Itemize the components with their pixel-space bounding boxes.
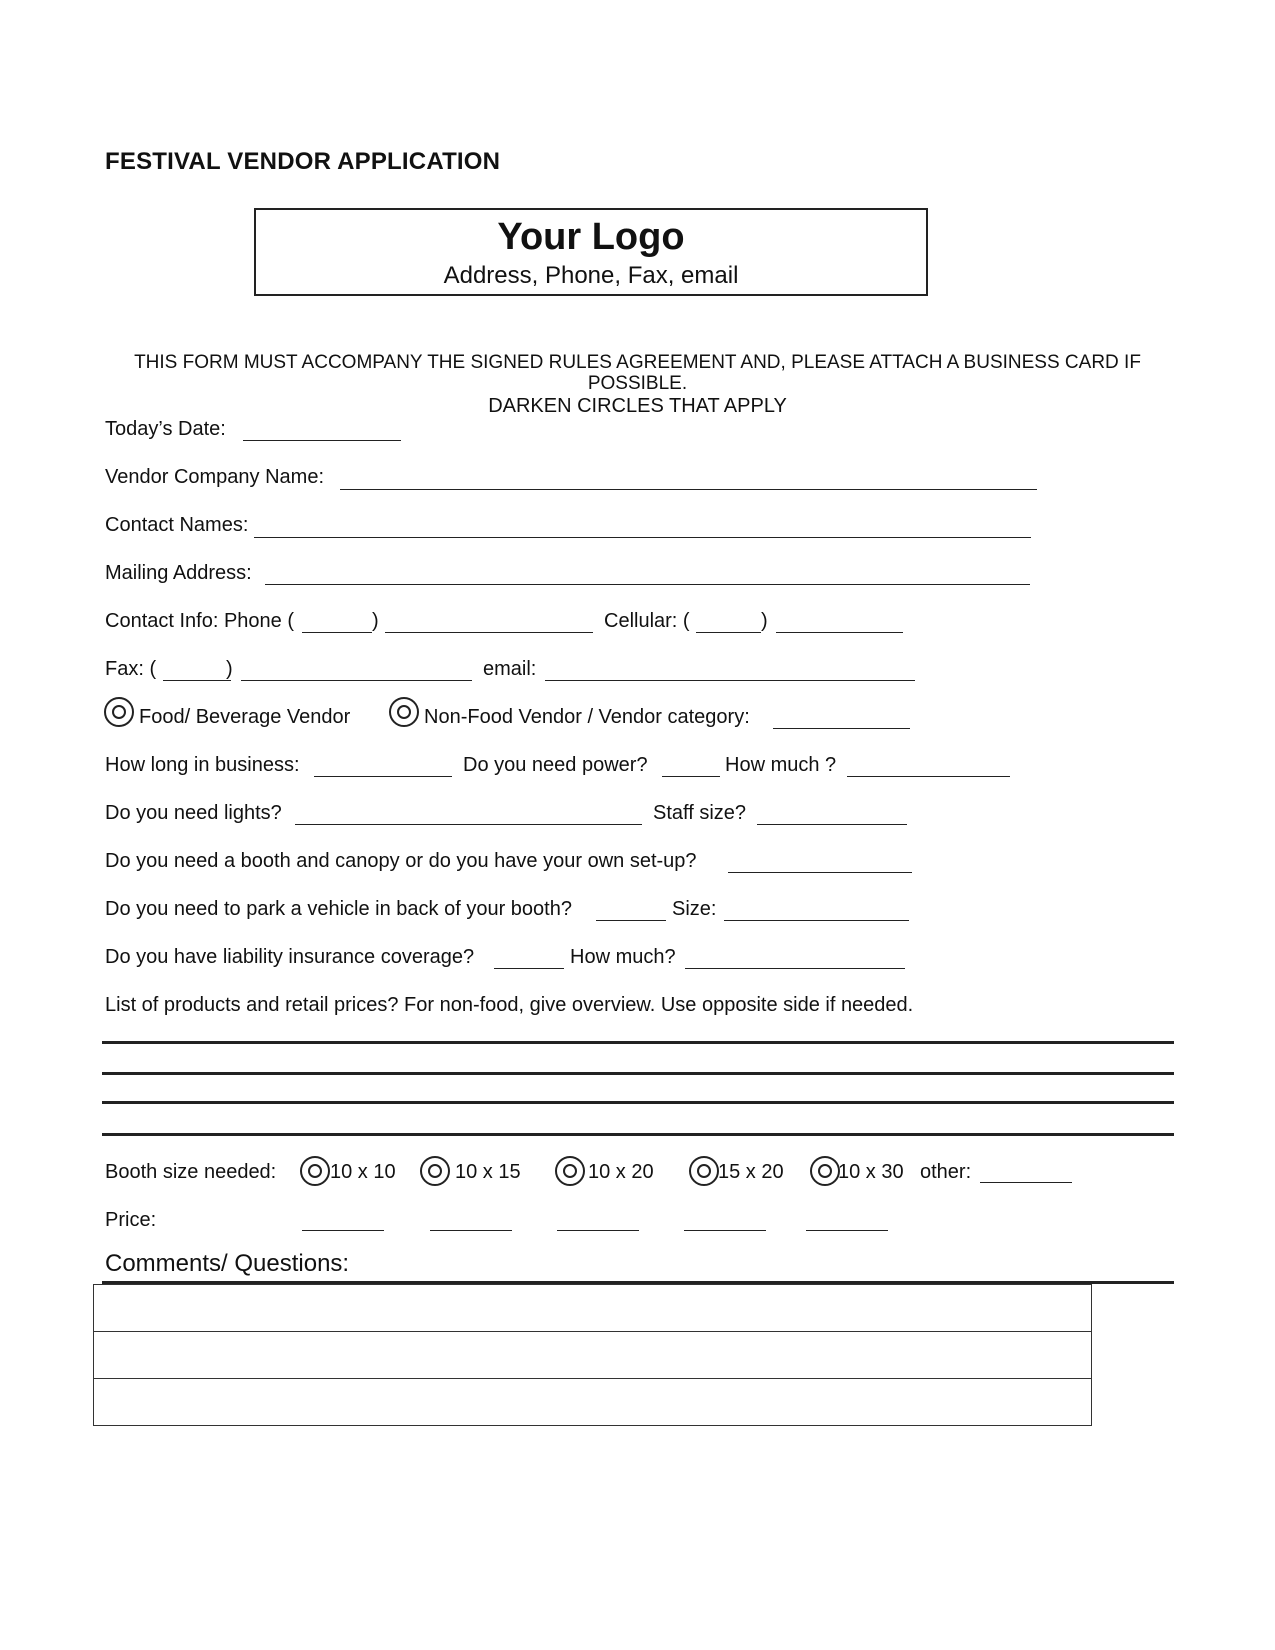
food-vendor-radio[interactable] [104, 697, 134, 727]
phone-paren-close: ) [372, 610, 379, 632]
vendor-category-field[interactable] [773, 728, 910, 729]
fax-paren-close: ) [226, 658, 233, 680]
price-10x10-field[interactable] [302, 1230, 384, 1231]
booth-option-10x10-radio[interactable] [300, 1156, 330, 1186]
cellular-paren-close: ) [761, 610, 768, 632]
how-long-field[interactable] [314, 776, 452, 777]
food-vendor-label: Food/ Beverage Vendor [139, 706, 351, 728]
fax-number-field[interactable] [241, 680, 472, 681]
how-much-power-label: How much ? [725, 754, 837, 776]
booth-option-10x20-label: 10 x 20 [588, 1161, 654, 1183]
comments-row-3[interactable] [94, 1379, 1092, 1426]
booth-other-label: other: [920, 1161, 972, 1183]
fax-area-code-field[interactable] [163, 680, 231, 681]
staff-size-field[interactable] [757, 824, 907, 825]
price-10x20-field[interactable] [557, 1230, 639, 1231]
nonfood-vendor-radio[interactable] [389, 697, 419, 727]
email-label: email: [483, 658, 537, 680]
products-line-3[interactable] [102, 1101, 1174, 1104]
booth-option-10x10-label: 10 x 10 [330, 1161, 396, 1183]
cellular-label: Cellular: ( [604, 610, 690, 632]
booth-option-10x20-radio[interactable] [555, 1156, 585, 1186]
logo-title: Your Logo [497, 216, 685, 258]
form-title: FESTIVAL VENDOR APPLICATION [105, 148, 501, 175]
fax-label: Fax: ( [105, 658, 157, 680]
booth-option-15x20-radio[interactable] [689, 1156, 719, 1186]
booth-option-10x15-label: 10 x 15 [455, 1161, 521, 1183]
phone-area-code-field[interactable] [302, 632, 372, 633]
booth-size-label: Booth size needed: [105, 1161, 277, 1183]
vehicle-size-label: Size: [672, 898, 717, 920]
vendor-company-label: Vendor Company Name: [105, 466, 325, 488]
how-long-label: How long in business: [105, 754, 300, 776]
mailing-address-label: Mailing Address: [105, 562, 252, 584]
booth-option-10x30-label: 10 x 30 [838, 1161, 904, 1183]
price-10x15-field[interactable] [430, 1230, 512, 1231]
vendor-company-field[interactable] [340, 489, 1037, 490]
cellular-number-field[interactable] [776, 632, 903, 633]
park-vehicle-label: Do you need to park a vehicle in back of your booth? [105, 898, 572, 920]
need-power-field[interactable] [662, 776, 720, 777]
contact-phone-label: Contact Info: Phone ( [105, 610, 295, 632]
todays-date-label: Today’s Date: [105, 418, 226, 440]
booth-option-15x20-label: 15 x 20 [718, 1161, 784, 1183]
contact-names-field[interactable] [254, 537, 1031, 538]
cellular-area-code-field[interactable] [696, 632, 761, 633]
price-10x30-field[interactable] [806, 1230, 888, 1231]
instruction-text: DARKEN CIRCLES THAT APPLY [488, 395, 787, 417]
form-notice: THIS FORM MUST ACCOMPANY THE SIGNED RULES AGREEMENT AND, PLEASE ATTACH A BUSINESS CARD IF POSSIBLE. [134, 352, 1141, 394]
comments-label: Comments/ Questions: [105, 1250, 350, 1277]
logo-box [254, 208, 928, 296]
booth-canopy-label: Do you need a booth and canopy or do you have your own set-up? [105, 850, 697, 872]
liability-field[interactable] [494, 968, 564, 969]
booth-other-field[interactable] [980, 1182, 1072, 1183]
park-vehicle-field[interactable] [596, 920, 666, 921]
products-line-2[interactable] [102, 1072, 1174, 1075]
price-15x20-field[interactable] [684, 1230, 766, 1231]
phone-number-field[interactable] [385, 632, 593, 633]
todays-date-field[interactable] [243, 440, 401, 441]
vehicle-size-field[interactable] [724, 920, 909, 921]
liability-how-much-label: How much? [570, 946, 676, 968]
nonfood-vendor-label: Non-Food Vendor / Vendor category: [424, 706, 750, 728]
products-label: List of products and retail prices? For non-food, give overview. Use opposite side if needed. [105, 994, 914, 1016]
contact-names-label: Contact Names: [105, 514, 249, 536]
staff-size-label: Staff size? [653, 802, 747, 824]
products-line-1[interactable] [102, 1041, 1174, 1044]
email-field[interactable] [545, 680, 915, 681]
need-lights-label: Do you need lights? [105, 802, 282, 824]
booth-canopy-field[interactable] [728, 872, 912, 873]
mailing-address-field[interactable] [265, 584, 1030, 585]
booth-option-10x30-radio[interactable] [810, 1156, 840, 1186]
comments-row-2[interactable] [94, 1332, 1092, 1379]
comments-row-1[interactable] [94, 1285, 1092, 1332]
need-lights-field[interactable] [295, 824, 642, 825]
logo-contact-line: Address, Phone, Fax, email [443, 262, 739, 289]
price-label: Price: [105, 1209, 157, 1231]
products-line-4[interactable] [102, 1133, 1174, 1136]
liability-label: Do you have liability insurance coverage? [105, 946, 475, 968]
comments-table [93, 1284, 1092, 1426]
liability-how-much-field[interactable] [685, 968, 905, 969]
how-much-power-field[interactable] [847, 776, 1010, 777]
need-power-label: Do you need power? [463, 754, 648, 776]
booth-option-10x15-radio[interactable] [420, 1156, 450, 1186]
